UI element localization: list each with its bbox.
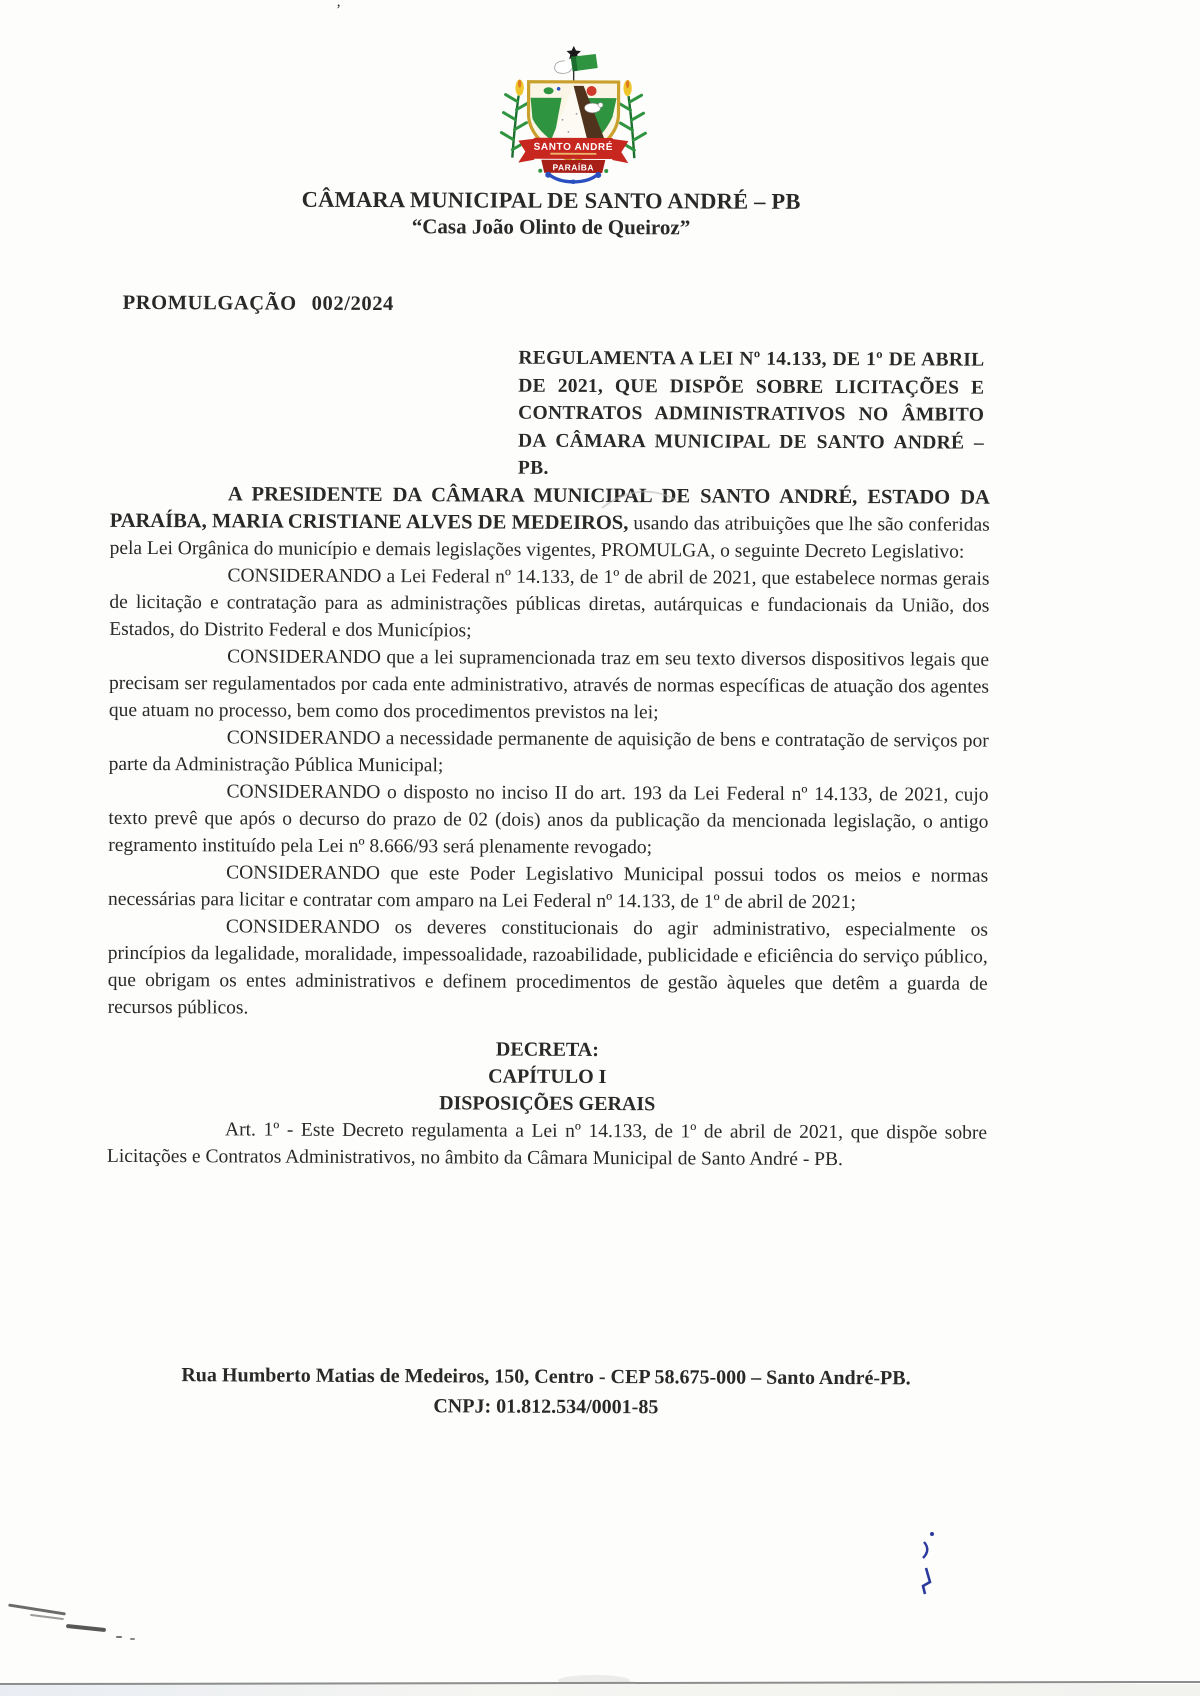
considerando-paragraph: CONSIDERANDO a Lei Federal nº 14.133, de 1º de abril de 2021, que estabelece normas gerais de licitação e contratação para as administrações públicas diretas, autárquicas e fundacionais da União, dos Estados, do Distrito Federal e dos Municípios;	[109, 564, 990, 641]
considerando-paragraph: CONSIDERANDO os deveres constitucionais do agir administrativo, especialmente os princípios da legalidade, moralidade, impessoalidade, razoabilidade, publicidade e eficiência do serviço público, que obrigam os entes administrativos e definem procedimentos de gestão àqueles que detêm a guarda de recursos públicos.	[107, 915, 988, 1018]
footer-cnpj: CNPJ: 01.812.534/0001-85	[433, 1394, 659, 1418]
document-footer	[106, 1359, 986, 1423]
preamble-authority: A PRESIDENTE DA CÂMARA MUNICIPAL DE SANTO ANDRÉ, ESTADO DA PARAÍBA, MARIA CRISTIANE ALVES DE MEDEIROS,	[109, 482, 990, 534]
article-1-paragraph: Art. 1º - Este Decreto regulamenta a Lei nº 14.133, de 1º de abril de 2021, que dispõe sobre Licitações e Contratos Administrativos, no âmbito da Câmara Municipal de Santo André - PB.	[106, 1118, 988, 1170]
smudge-mark	[116, 1636, 122, 1638]
scroll-shape	[555, 61, 572, 74]
document-number: 002/2024	[311, 292, 394, 316]
ementa-summary: REGULAMENTA A LEI Nº 14.133, DE 1º DE ABRIL DE 2021, QUE DISPÕE SOBRE LICITAÇÕES E CONTRATOS ADMINISTRATIVOS NO ÂMBITO DA CÂMARA MUNICIPAL DE SANTO ANDRÉ – PB.	[517, 347, 985, 479]
scan-edge-strip	[0, 1684, 1200, 1696]
decreta-heading: DECRETA:	[495, 1038, 599, 1061]
scan-speck: ’	[336, 2, 341, 18]
document-type-label: PROMULGAÇÃO	[122, 291, 297, 315]
ribbon-state	[541, 160, 605, 173]
document-number-line	[123, 292, 991, 319]
org-subtitle: “Casa João Olinto de Queiroz”	[411, 214, 691, 240]
crest-state-label: PARAÍBA	[552, 162, 595, 173]
preamble-text: usando das atribuições que lhe são conferidas pela Lei Orgânica do município e demais legislações vigentes, PROMULGA, o seguinte Decreto Legislativo:	[109, 512, 990, 563]
considerando-paragraph: CONSIDERANDO a necessidade permanente de aquisição de bens e contratação de serviços por parte da Administração Pública Municipal;	[108, 726, 989, 776]
decree-headings	[107, 1034, 987, 1119]
chapter-title: DISPOSIÇÕES GERAIS	[439, 1091, 656, 1115]
footer-address: Rua Humberto Matias de Medeiros, 150, Centro - CEP 58.675-000 – Santo André-PB.	[181, 1363, 911, 1389]
smudge-mark	[8, 1603, 66, 1615]
document-header	[111, 0, 992, 242]
smudge-mark	[66, 1624, 106, 1632]
crest-city-label: SANTO ANDRÉ	[533, 141, 614, 154]
ink-pen-mark	[888, 1528, 948, 1608]
considerando-paragraph: CONSIDERANDO o disposto no inciso II do art. 193 da Lei Federal nº 14.133, de 2021, cujo texto prevê que após o decurso do prazo de 02 (dois) anos da publicação da mencionada legislação, o antigo regramento instituído pela Lei nº 8.666/93 será plenamente revogado;	[108, 780, 989, 858]
org-title: CÂMARA MUNICIPAL DE SANTO ANDRÉ – PB	[301, 186, 801, 214]
coat-of-arms	[488, 44, 659, 185]
preamble-paragraph	[110, 480, 990, 565]
considerando-paragraph: CONSIDERANDO que este Poder Legislativo Municipal possui todos os meios e normas necessárias para licitar e contratar com amparo na Lei Federal nº 14.133, de 1º de abril de 2021;	[108, 861, 989, 913]
chapter-heading: CAPÍTULO I	[488, 1065, 607, 1088]
smudge-mark	[30, 1614, 64, 1620]
considerando-paragraph: CONSIDERANDO que a lei supramencionada traz em seu texto diversos dispositivos legais que precisam ser regulamentados por cada ente administrativo, através de normas específicas de atuação dos agentes que atuam no processo, bem como dos procedimentos previstos na lei;	[108, 645, 990, 723]
smudge-mark	[130, 1638, 135, 1640]
pencil-arc-mark	[598, 484, 682, 514]
